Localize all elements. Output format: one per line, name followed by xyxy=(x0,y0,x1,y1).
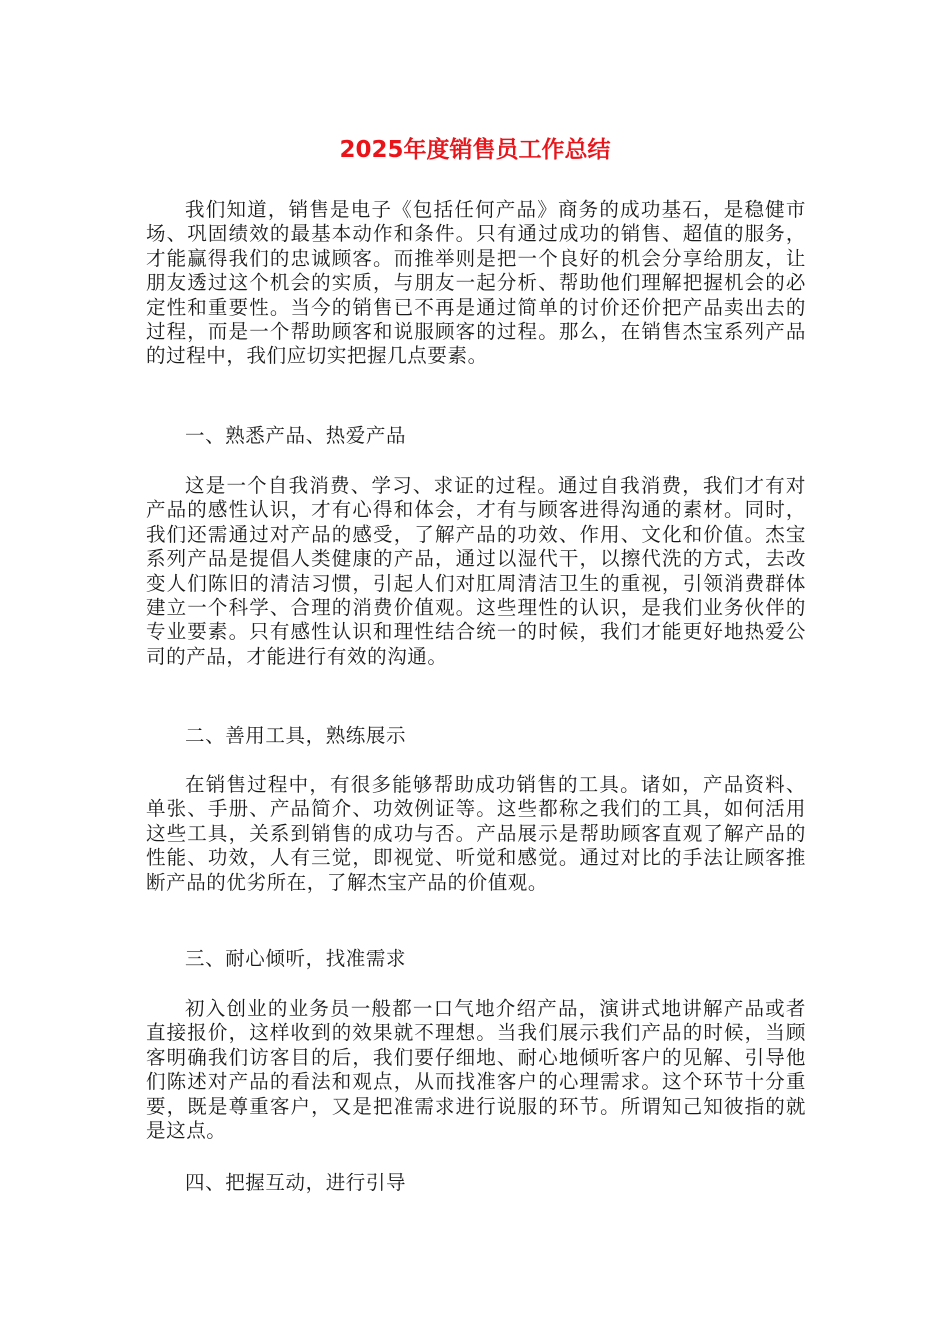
paragraph-intro: 我们知道，销售是电子《包括任何产品》商务的成功基石，是稳健市场、巩固绩效的最基本动作和条件。只有通过成功的销售、超值的服务，才能赢得我们的忠诚顾客。而推举则是把一个良好的机会分享给朋友，让朋友透过这个机会的实质，与朋友一起分析、帮助他们理解把握机会的必定性和重要性。当今的销售已不再是通过简单的讨价还价把产品卖出去的过程，而是一个帮助顾客和说服顾客的过程。那么，在销售杰宝系列产品的过程中，我们应切实把握几点要素。 xyxy=(146,198,806,368)
section-heading-4: 四、把握互动，进行引导 xyxy=(185,1171,407,1194)
document-title: 2025年度销售员工作总结 xyxy=(339,137,611,163)
paragraph-section-3: 初入创业的业务员一般都一口气地介绍产品，演讲式地讲解产品或者直接报价，这样收到的效果就不理想。当我们展示我们产品的时候，当顾客明确我们访客目的后，我们要仔细地、耐心地倾听客户的见解、引导他们陈述对产品的看法和观点，从而找准客户的心理需求。这个环节十分重要，既是尊重客户，又是把准需求进行说服的环节。所谓知己知彼指的就是这点。 xyxy=(146,997,806,1143)
section-heading-1: 一、熟悉产品、热爱产品 xyxy=(185,424,407,447)
section-heading-2: 二、善用工具，熟练展示 xyxy=(185,724,407,747)
section-heading-3: 三、耐心倾听，找准需求 xyxy=(185,947,407,970)
paragraph-section-1: 这是一个自我消费、学习、求证的过程。通过自我消费，我们才有对产品的感性认识，才有心得和体会，才有与顾客进得沟通的素材。同时，我们还需通过对产品的感受，了解产品的功效、作用、文化和价值。杰宝系列产品是提倡人类健康的产品，通过以湿代干，以擦代洗的方式，去改变人们陈旧的清洁习惯，引起人们对肛周清洁卫生的重视，引领消费群体建立一个科学、合理的消费价值观。这些理性的认识，是我们业务伙伴的专业要素。只有感性认识和理性结合统一的时候，我们才能更好地热爱公司的产品，才能进行有效的沟通。 xyxy=(146,474,806,668)
paragraph-section-2: 在销售过程中，有很多能够帮助成功销售的工具。诸如，产品资料、单张、手册、产品简介、功效例证等。这些都称之我们的工具，如何活用这些工具，关系到销售的成功与否。产品展示是帮助顾客直观了解产品的性能、功效，人有三觉，即视觉、听觉和感觉。通过对比的手法让顾客推断产品的优劣所在，了解杰宝产品的价值观。 xyxy=(146,773,806,894)
